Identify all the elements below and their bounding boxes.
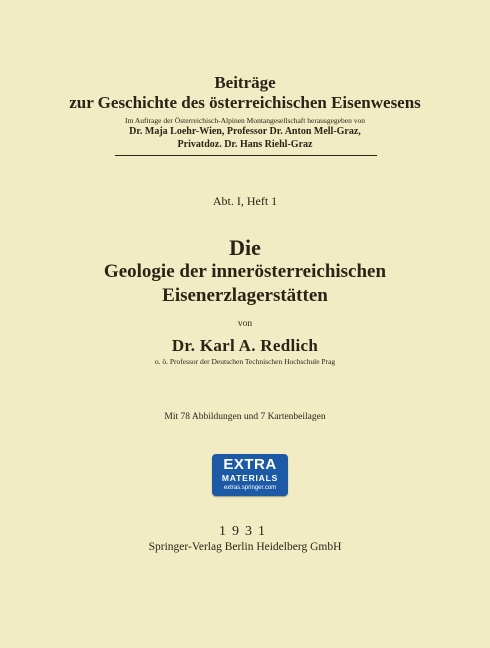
badge-extra-label: EXTRA [223,456,277,473]
editors-line-2: Privatdoz. Dr. Hans Riehl-Graz [177,139,313,150]
book-title-line-2: Geologie der innerösterreichischen [103,261,387,282]
by-label: von [237,319,253,329]
author-name: Dr. Karl A. Redlich [171,336,319,355]
series-subtitle: zur Geschichte des österreichischen Eisenwesens [69,93,421,112]
publisher-name: Springer-Verlag Berlin Heidelberg GmbH [148,541,342,553]
divider-rule [115,155,377,156]
badge-materials-label: MATERIALS [221,473,279,483]
book-title-line-1: Die [229,235,261,260]
illustrations-note: Mit 78 Abbildungen und 7 Kartenbeilagen [164,412,326,422]
series-title: Beiträge [214,73,276,92]
commission-note: Im Auftrage der Österreichisch-Alpinen Montangesellschaft herausgegeben von [125,116,365,125]
extra-materials-badge[interactable] [212,454,288,496]
volume-number: Abt. I, Heft 1 [212,194,278,208]
book-title-line-3: Eisenerzlagerstätten [162,285,328,306]
editors-line-1: Dr. Maja Loehr-Wien, Professor Dr. Anton Mell-Graz, [129,126,361,137]
badge-url: extras.springer.com [223,485,277,491]
author-affiliation: o. ö. Professor der Deutschen Technischen Hochschule Prag [154,357,336,366]
publication-year: 1931 [219,524,271,539]
